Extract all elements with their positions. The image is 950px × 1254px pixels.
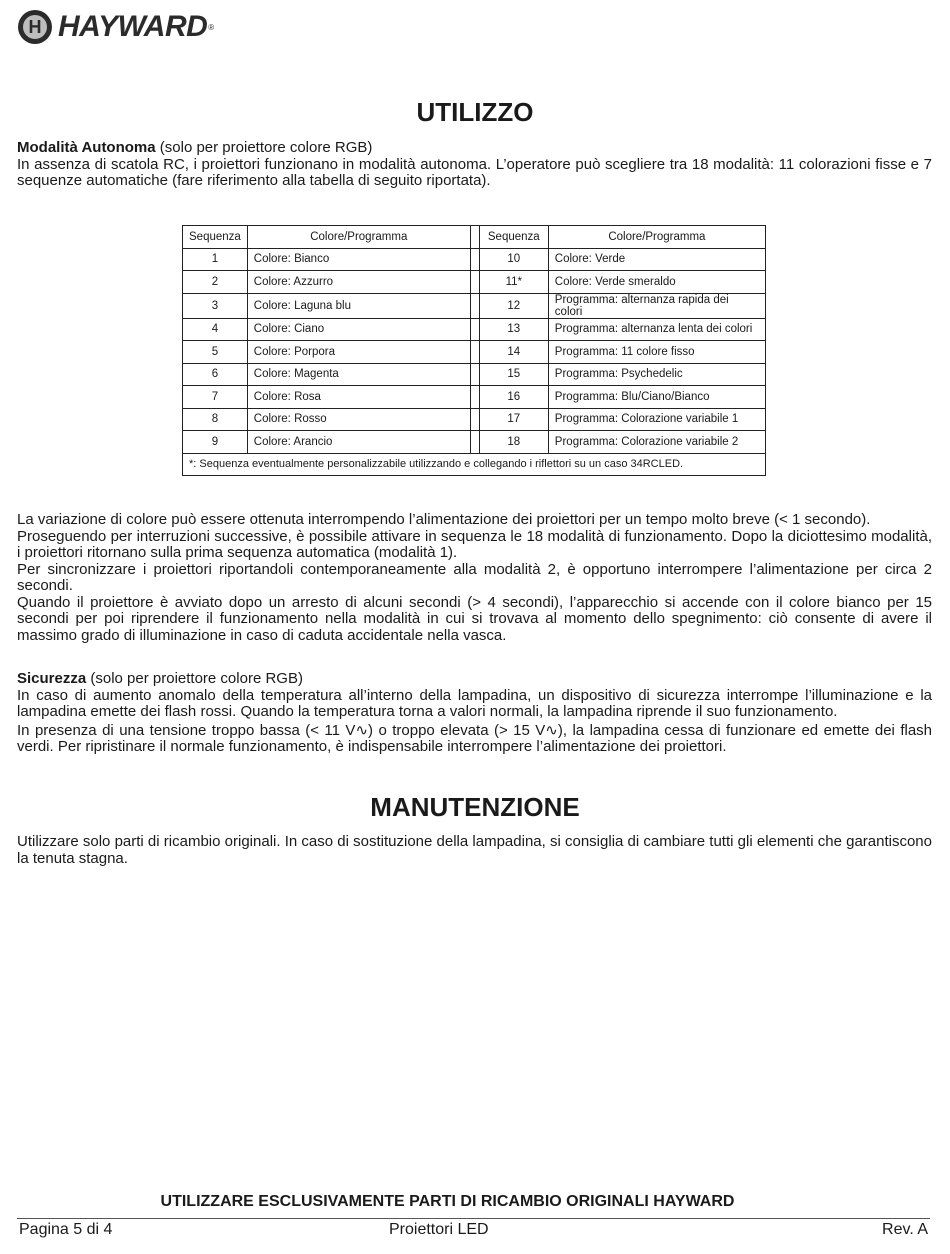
variation-paragraph: Per sincronizzare i proiettori riportandoli contemporaneamente alla modalità 2, è opportuno interrompere l’alimentazione per circa 2 secondi. — [17, 560, 932, 594]
table-row — [183, 341, 766, 364]
header-seq-right: Sequenza — [479, 226, 548, 249]
seq-number-right: 12 — [479, 293, 548, 318]
seq-number-right: 11* — [479, 271, 548, 294]
table-gap — [470, 341, 479, 364]
table-row — [183, 318, 766, 341]
safety-heading-note: (solo per proiettore colore RGB) — [86, 670, 303, 687]
variation-paragraph: Proseguendo per interruzioni successive, è possibile attivare in sequenza le 18 modalità di funzionamento. Dopo la diciottesimo modalità, i proiettori ritornano sulla prima sequenza automatica (modalità 1). — [17, 527, 932, 561]
table-note: *: Sequenza eventualmente personalizzabile utilizzando e collegando i riflettori su un caso 34RCLED. — [183, 453, 766, 476]
safety-block — [17, 671, 932, 756]
table-gap — [470, 386, 479, 409]
table-gap — [470, 363, 479, 386]
table-row — [183, 408, 766, 431]
table-gap — [470, 271, 479, 294]
table-gap — [470, 248, 479, 271]
program-text-left: Colore: Magenta — [247, 363, 470, 386]
variation-block — [17, 512, 932, 644]
maintenance-block — [17, 834, 932, 867]
seq-number-left: 6 — [183, 363, 248, 386]
safety-body-2: In presenza di una tensione troppo bassa (< 11 V∿) o troppo elevata (> 15 V∿), la lampadina cessa di funzionare ed emette dei flash verdi. Per ripristinare il normale funzionamento, è indispensabile interrompere l’alimentazione dei proiettori. — [17, 721, 932, 755]
seq-number-left: 2 — [183, 271, 248, 294]
autonomous-heading: Modalità Autonoma — [17, 139, 156, 156]
safety-heading: Sicurezza — [17, 670, 87, 687]
table-row — [183, 248, 766, 271]
autonomous-mode-block — [17, 140, 932, 190]
program-text-right: Programma: Blu/Ciano/Bianco — [548, 386, 765, 409]
logo-letter: H — [28, 17, 42, 37]
header-seq-left: Sequenza — [183, 226, 248, 249]
hayward-logo — [18, 8, 214, 46]
program-text-left: Colore: Azzurro — [247, 271, 470, 294]
program-text-right: Colore: Verde smeraldo — [548, 271, 765, 294]
autonomous-body: In assenza di scatola RC, i proiettori funzionano in modalità autonoma. L’operatore può scegliere tra 18 modalità: 11 colorazioni fisse e 7 sequenze automatiche (fare riferimento alla tabella di seguito riportata). — [17, 155, 932, 189]
seq-number-left: 9 — [183, 431, 248, 454]
program-text-right: Programma: alternanza lenta dei colori — [548, 318, 765, 341]
seq-number-left: 8 — [183, 408, 248, 431]
program-text-left: Colore: Arancio — [247, 431, 470, 454]
program-text-left: Colore: Porpora — [247, 341, 470, 364]
seq-number-left: 7 — [183, 386, 248, 409]
header-prog-right: Colore/Programma — [548, 226, 765, 249]
maintenance-body: Utilizzare solo parti di ricambio originali. In caso di sostituzione della lampadina, si consiglia di cambiare tutti gli elementi che garantiscono la tenuta stagna. — [17, 833, 932, 867]
program-text-right: Colore: Verde — [548, 248, 765, 271]
program-text-right: Programma: Colorazione variabile 1 — [548, 408, 765, 431]
program-text-right: Programma: 11 colore fisso — [548, 341, 765, 364]
footer-banner: UTILIZZARE ESCLUSIVAMENTE PARTI DI RICAMBIO ORIGINALI HAYWARD — [160, 1193, 735, 1210]
brand-name: HAYWARD — [58, 10, 208, 43]
footer-divider — [17, 1218, 930, 1219]
table-row — [183, 386, 766, 409]
seq-number-right: 17 — [479, 408, 548, 431]
seq-number-left: 4 — [183, 318, 248, 341]
program-text-left: Colore: Rosso — [247, 408, 470, 431]
section-title-utilizzo: UTILIZZO — [416, 97, 534, 127]
table-row — [183, 271, 766, 294]
seq-number-right: 16 — [479, 386, 548, 409]
table-header-row — [183, 226, 766, 249]
program-text-left: Colore: Bianco — [247, 248, 470, 271]
sequence-table — [182, 225, 766, 476]
registered-mark: ® — [208, 22, 215, 32]
autonomous-heading-note: (solo per proiettore colore RGB) — [155, 139, 373, 156]
seq-number-left: 3 — [183, 293, 248, 318]
table-note-row — [183, 453, 766, 476]
hayward-logo-mark — [18, 10, 52, 44]
program-text-left: Colore: Ciano — [247, 318, 470, 341]
page-number: Pagina 5 di 4 — [19, 1221, 113, 1238]
seq-number-left: 1 — [183, 248, 248, 271]
table-row — [183, 293, 766, 318]
seq-number-right: 18 — [479, 431, 548, 454]
program-text-left: Colore: Laguna blu — [247, 293, 470, 318]
seq-number-right: 13 — [479, 318, 548, 341]
seq-number-right: 14 — [479, 341, 548, 364]
program-text-right: Programma: alternanza rapida dei colori — [548, 293, 765, 318]
variation-paragraph: La variazione di colore può essere ottenuta interrompendo l’alimentazione dei proiettori per un tempo molto breve (< 1 secondo). — [17, 511, 871, 528]
table-gap — [470, 431, 479, 454]
program-text-right: Programma: Psychedelic — [548, 363, 765, 386]
table-row — [183, 431, 766, 454]
safety-body-1: In caso di aumento anomalo della temperatura all’interno della lampadina, un dispositivo di sicurezza interrompe l’illuminazione e la lampadina emette dei flash rossi. Quando la temperatura torna a valori normali, la lampadina riprende il suo funzionamento. — [17, 686, 932, 720]
product-name: Proiettori LED — [389, 1221, 489, 1238]
section-title-manutenzione: MANUTENZIONE — [370, 792, 580, 822]
table-row — [183, 363, 766, 386]
table-gap — [470, 293, 479, 318]
table-gap — [470, 226, 479, 249]
table-gap — [470, 408, 479, 431]
table-gap — [470, 318, 479, 341]
program-text-right: Programma: Colorazione variabile 2 — [548, 431, 765, 454]
header-prog-left: Colore/Programma — [247, 226, 470, 249]
seq-number-left: 5 — [183, 341, 248, 364]
seq-number-right: 15 — [479, 363, 548, 386]
revision: Rev. A — [882, 1221, 928, 1238]
variation-paragraph: Quando il proiettore è avviato dopo un arresto di alcuni secondi (> 4 secondi), l’apparecchio si accende con il colore bianco per 15 secondi per poi riprendere il funzionamento nella modalità in cui si trovava al momento dello spegnimento: ciò consente di avere il massimo grado di illuminazione in caso di caduta accidentale nella vasca. — [17, 593, 932, 644]
seq-number-right: 10 — [479, 248, 548, 271]
program-text-left: Colore: Rosa — [247, 386, 470, 409]
